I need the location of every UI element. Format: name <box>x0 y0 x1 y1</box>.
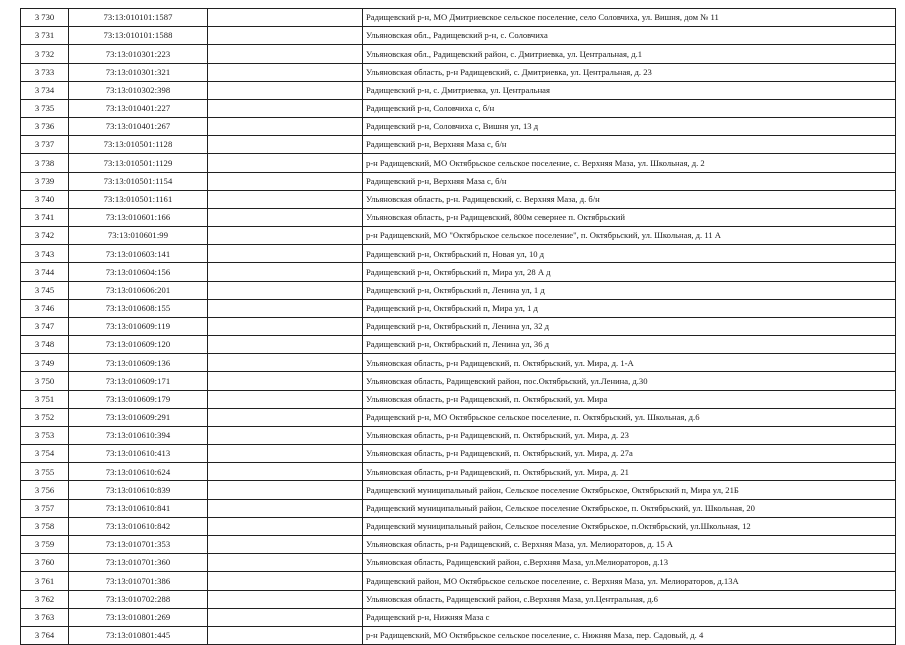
table-row <box>21 390 896 408</box>
row-number-cell: 3 736 <box>21 118 69 136</box>
registry-sheet <box>20 8 896 645</box>
table-row <box>21 81 896 99</box>
address-cell: Радищевский район, МО Октябрьское сельское поселение, с. Верхняя Маза, ул. Мелиораторов, д.13А <box>363 572 896 590</box>
row-number-cell: 3 733 <box>21 63 69 81</box>
cadastral-number-cell: 73:13:010609:179 <box>69 390 208 408</box>
row-number-cell: 3 754 <box>21 445 69 463</box>
address-cell: Ульяновская область, р-н Радищевский, п. Октябрьский, ул. Мира <box>363 390 896 408</box>
cadastral-number-cell: 73:13:010701:386 <box>69 572 208 590</box>
table-row <box>21 190 896 208</box>
cadastral-number-cell: 73:13:010601:166 <box>69 208 208 226</box>
address-cell: Ульяновская область, р-н Радищевский, с. Дмитриевка, ул. Центральная, д. 23 <box>363 63 896 81</box>
empty-cell <box>208 118 363 136</box>
table-row <box>21 408 896 426</box>
address-cell: Ульяновская область, р-н. Радищевский, с. Верхняя Маза, д. б/н <box>363 190 896 208</box>
cadastral-number-cell: 73:13:010801:445 <box>69 626 208 644</box>
cadastral-number-cell: 73:13:010609:119 <box>69 317 208 335</box>
table-row <box>21 281 896 299</box>
row-number-cell: 3 738 <box>21 154 69 172</box>
cadastral-number-cell: 73:13:010606:201 <box>69 281 208 299</box>
address-cell: Радищевский р-н, Соловчиха с, б/н <box>363 99 896 117</box>
row-number-cell: 3 744 <box>21 263 69 281</box>
address-cell: Радищевский р-н, Октябрьский п, Ленина ул, 1 д <box>363 281 896 299</box>
cadastral-number-cell: 73:13:010501:1129 <box>69 154 208 172</box>
table-row <box>21 517 896 535</box>
row-number-cell: 3 743 <box>21 245 69 263</box>
empty-cell <box>208 281 363 299</box>
empty-cell <box>208 245 363 263</box>
cadastral-number-cell: 73:13:010301:321 <box>69 63 208 81</box>
row-number-cell: 3 757 <box>21 499 69 517</box>
empty-cell <box>208 554 363 572</box>
row-number-cell: 3 732 <box>21 45 69 63</box>
cadastral-number-cell: 73:13:010610:624 <box>69 463 208 481</box>
cadastral-number-cell: 73:13:010302:398 <box>69 81 208 99</box>
table-row <box>21 136 896 154</box>
table-row <box>21 372 896 390</box>
table-row <box>21 172 896 190</box>
table-row <box>21 45 896 63</box>
row-number-cell: 3 742 <box>21 227 69 245</box>
table-row <box>21 463 896 481</box>
empty-cell <box>208 263 363 281</box>
table-row <box>21 336 896 354</box>
empty-cell <box>208 208 363 226</box>
row-number-cell: 3 761 <box>21 572 69 590</box>
address-cell: Ульяновская область, р-н Радищевский, п. Октябрьский, ул. Мира, д. 23 <box>363 426 896 444</box>
address-cell: р-н Радищевский, МО Октябрьское сельское поселение, с. Нижняя Маза, пер. Садовый, д. 4 <box>363 626 896 644</box>
empty-cell <box>208 172 363 190</box>
row-number-cell: 3 758 <box>21 517 69 535</box>
cadastral-number-cell: 73:13:010701:360 <box>69 554 208 572</box>
empty-cell <box>208 463 363 481</box>
empty-cell <box>208 590 363 608</box>
empty-cell <box>208 336 363 354</box>
row-number-cell: 3 762 <box>21 590 69 608</box>
row-number-cell: 3 747 <box>21 317 69 335</box>
row-number-cell: 3 759 <box>21 535 69 553</box>
row-number-cell: 3 740 <box>21 190 69 208</box>
address-cell: Радищевский р-н, Октябрьский п, Мира ул, 28 А д <box>363 263 896 281</box>
address-cell: р-н Радищевский, МО "Октябрьское сельское поселение", п. Октябрьский, ул. Школьная, д. 11 А <box>363 227 896 245</box>
table-row <box>21 445 896 463</box>
empty-cell <box>208 572 363 590</box>
address-cell: Ульяновская обл., Радищевский р-н, с. Соловчиха <box>363 27 896 45</box>
cadastral-number-cell: 73:13:010610:841 <box>69 499 208 517</box>
empty-cell <box>208 317 363 335</box>
address-cell: Радищевский р-н, Октябрьский п, Ленина ул, 32 д <box>363 317 896 335</box>
row-number-cell: 3 764 <box>21 626 69 644</box>
row-number-cell: 3 763 <box>21 608 69 626</box>
address-cell: Радищевский муниципальный район, Сельское поселение Октябрьское, п.Октябрьский, ул.Школьная, 12 <box>363 517 896 535</box>
cadastral-number-cell: 73:13:010610:839 <box>69 481 208 499</box>
cadastral-number-cell: 73:13:010604:156 <box>69 263 208 281</box>
empty-cell <box>208 190 363 208</box>
address-cell: Радищевский р-н, Верхняя Маза с, б/н <box>363 172 896 190</box>
row-number-cell: 3 749 <box>21 354 69 372</box>
cadastral-number-cell: 73:13:010702:288 <box>69 590 208 608</box>
empty-cell <box>208 27 363 45</box>
empty-cell <box>208 608 363 626</box>
table-row <box>21 245 896 263</box>
table-row <box>21 572 896 590</box>
empty-cell <box>208 517 363 535</box>
empty-cell <box>208 354 363 372</box>
row-number-cell: 3 755 <box>21 463 69 481</box>
address-cell: Ульяновская область, р-н Радищевский, 800м севернее п. Октябрьский <box>363 208 896 226</box>
empty-cell <box>208 390 363 408</box>
row-number-cell: 3 745 <box>21 281 69 299</box>
table-row <box>21 154 896 172</box>
empty-cell <box>208 481 363 499</box>
empty-cell <box>208 535 363 553</box>
row-number-cell: 3 756 <box>21 481 69 499</box>
table-row <box>21 535 896 553</box>
empty-cell <box>208 45 363 63</box>
empty-cell <box>208 499 363 517</box>
table-row <box>21 590 896 608</box>
address-cell: Радищевский муниципальный район, Сельское поселение Октябрьское, Октябрьский п, Мира ул, 21Б <box>363 481 896 499</box>
address-cell: Ульяновская область, Радищевский район, с.Верхняя Маза, ул.Центральная, д.6 <box>363 590 896 608</box>
empty-cell <box>208 63 363 81</box>
empty-cell <box>208 136 363 154</box>
address-cell: Радищевский р-н, МО Дмитриевское сельское поселение, село Соловчиха, ул. Вишня, дом № 11 <box>363 9 896 27</box>
table-row <box>21 9 896 27</box>
empty-cell <box>208 408 363 426</box>
empty-cell <box>208 299 363 317</box>
registry-table-body <box>21 9 896 645</box>
cadastral-number-cell: 73:13:010609:171 <box>69 372 208 390</box>
address-cell: Ульяновская область, Радищевский район, пос.Октябрьский, ул.Ленина, д.30 <box>363 372 896 390</box>
address-cell: Ульяновская область, Радищевский район, с.Верхняя Маза, ул.Мелиораторов, д.13 <box>363 554 896 572</box>
address-cell: Радищевский р-н, Верхняя Маза с, б/н <box>363 136 896 154</box>
cadastral-number-cell: 73:13:010801:269 <box>69 608 208 626</box>
table-row <box>21 426 896 444</box>
table-row <box>21 317 896 335</box>
address-cell: Ульяновская область, р-н Радищевский, п. Октябрьский, ул. Мира, д. 1-А <box>363 354 896 372</box>
row-number-cell: 3 750 <box>21 372 69 390</box>
empty-cell <box>208 372 363 390</box>
cadastral-number-cell: 73:13:010603:141 <box>69 245 208 263</box>
empty-cell <box>208 227 363 245</box>
empty-cell <box>208 445 363 463</box>
row-number-cell: 3 748 <box>21 336 69 354</box>
address-cell: Ульяновская область, р-н Радищевский, с. Верхняя Маза, ул. Мелиораторов, д. 15 А <box>363 535 896 553</box>
cadastral-number-cell: 73:13:010610:842 <box>69 517 208 535</box>
cadastral-number-cell: 73:13:010609:120 <box>69 336 208 354</box>
table-row <box>21 608 896 626</box>
table-row <box>21 263 896 281</box>
cadastral-number-cell: 73:13:010501:1161 <box>69 190 208 208</box>
address-cell: Ульяновская обл., Радищевский район, с. Дмитриевка, ул. Центральная, д.1 <box>363 45 896 63</box>
row-number-cell: 3 760 <box>21 554 69 572</box>
row-number-cell: 3 735 <box>21 99 69 117</box>
address-cell: Радищевский р-н, МО Октябрьское сельское поселение, п. Октябрьский, ул. Школьная, д.6 <box>363 408 896 426</box>
cadastral-number-cell: 73:13:010301:223 <box>69 45 208 63</box>
table-row <box>21 354 896 372</box>
table-row <box>21 63 896 81</box>
address-cell: Радищевский муниципальный район, Сельское поселение Октябрьское, п. Октябрьский, ул. Школьная, 20 <box>363 499 896 517</box>
cadastral-number-cell: 73:13:010609:291 <box>69 408 208 426</box>
row-number-cell: 3 741 <box>21 208 69 226</box>
table-row <box>21 499 896 517</box>
row-number-cell: 3 734 <box>21 81 69 99</box>
table-row <box>21 208 896 226</box>
address-cell: Радищевский р-н, с. Дмитриевка, ул. Центральная <box>363 81 896 99</box>
row-number-cell: 3 753 <box>21 426 69 444</box>
table-row <box>21 227 896 245</box>
row-number-cell: 3 746 <box>21 299 69 317</box>
cadastral-number-cell: 73:13:010401:267 <box>69 118 208 136</box>
empty-cell <box>208 9 363 27</box>
empty-cell <box>208 81 363 99</box>
address-cell: Радищевский р-н, Нижняя Маза с <box>363 608 896 626</box>
address-cell: Ульяновская область, р-н Радищевский, п. Октябрьский, ул. Мира, д. 27а <box>363 445 896 463</box>
empty-cell <box>208 626 363 644</box>
table-row <box>21 554 896 572</box>
cadastral-number-cell: 73:13:010501:1128 <box>69 136 208 154</box>
address-cell: Радищевский р-н, Октябрьский п, Новая ул, 10 д <box>363 245 896 263</box>
row-number-cell: 3 751 <box>21 390 69 408</box>
row-number-cell: 3 752 <box>21 408 69 426</box>
registry-table <box>20 8 896 645</box>
table-row <box>21 626 896 644</box>
table-row <box>21 27 896 45</box>
empty-cell <box>208 154 363 172</box>
address-cell: р-н Радищевский, МО Октябрьское сельское поселение, с. Верхняя Маза, ул. Школьная, д. 2 <box>363 154 896 172</box>
row-number-cell: 3 739 <box>21 172 69 190</box>
cadastral-number-cell: 73:13:010610:394 <box>69 426 208 444</box>
cadastral-number-cell: 73:13:010101:1588 <box>69 27 208 45</box>
cadastral-number-cell: 73:13:010701:353 <box>69 535 208 553</box>
table-row <box>21 481 896 499</box>
cadastral-number-cell: 73:13:010608:155 <box>69 299 208 317</box>
address-cell: Радищевский р-н, Соловчиха с, Вишня ул, 13 д <box>363 118 896 136</box>
table-row <box>21 299 896 317</box>
address-cell: Ульяновская область, р-н Радищевский, п. Октябрьский, ул. Мира, д. 21 <box>363 463 896 481</box>
cadastral-number-cell: 73:13:010501:1154 <box>69 172 208 190</box>
cadastral-number-cell: 73:13:010601:99 <box>69 227 208 245</box>
address-cell: Радищевский р-н, Октябрьский п, Ленина ул, 36 д <box>363 336 896 354</box>
cadastral-number-cell: 73:13:010609:136 <box>69 354 208 372</box>
cadastral-number-cell: 73:13:010401:227 <box>69 99 208 117</box>
address-cell: Радищевский р-н, Октябрьский п, Мира ул, 1 д <box>363 299 896 317</box>
table-row <box>21 99 896 117</box>
row-number-cell: 3 730 <box>21 9 69 27</box>
cadastral-number-cell: 73:13:010101:1587 <box>69 9 208 27</box>
row-number-cell: 3 731 <box>21 27 69 45</box>
empty-cell <box>208 426 363 444</box>
table-row <box>21 118 896 136</box>
empty-cell <box>208 99 363 117</box>
cadastral-number-cell: 73:13:010610:413 <box>69 445 208 463</box>
row-number-cell: 3 737 <box>21 136 69 154</box>
